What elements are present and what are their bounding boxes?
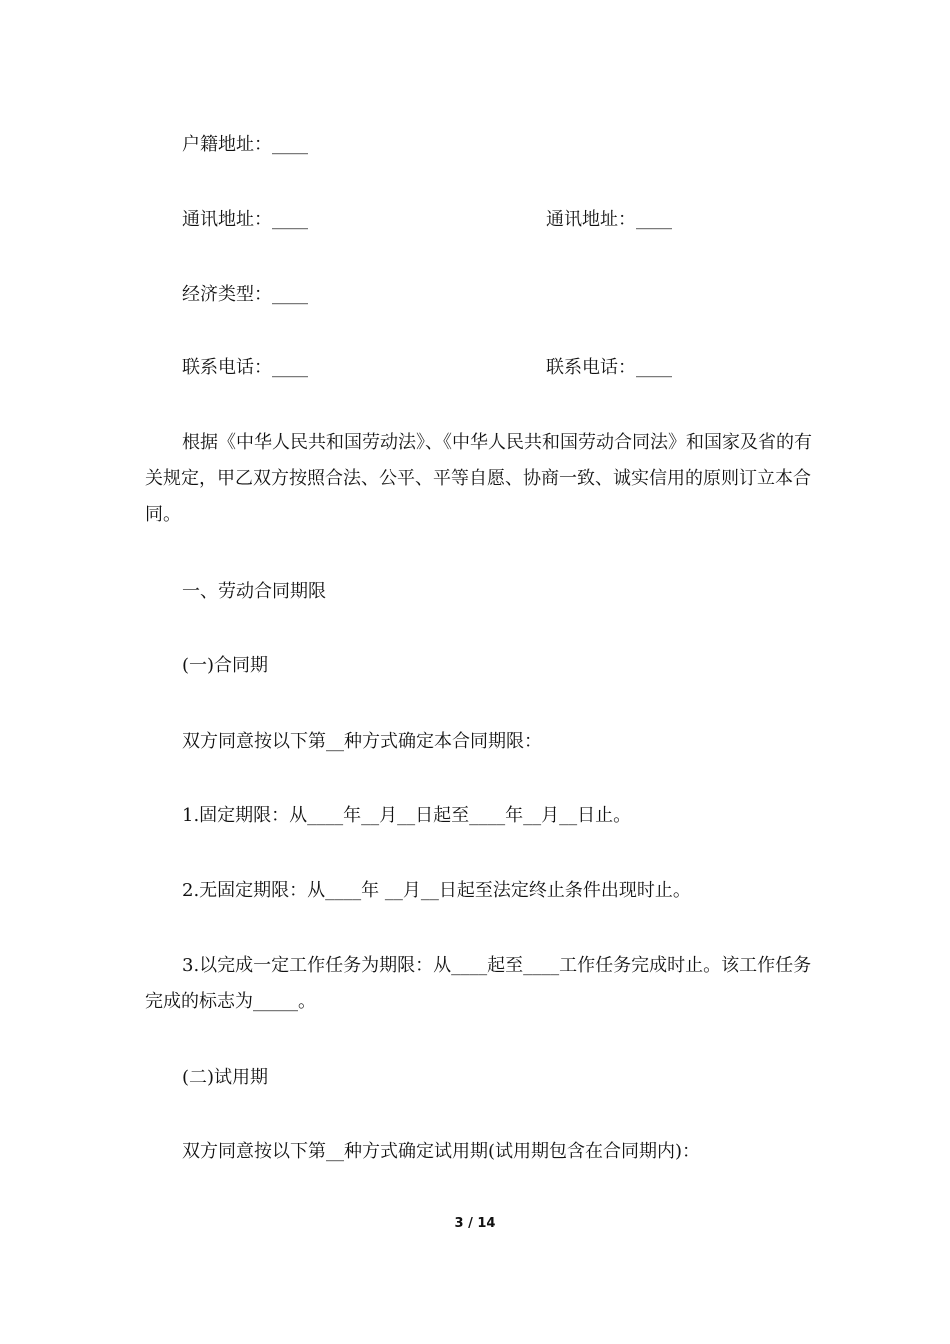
option-task-based-term: 3.以完成一定工作任务为期限：从____起至____工作任务完成时止。该工作任务完成的标志为_____。 [145,955,812,1012]
probation-instruction: 双方同意按以下第__种方式确定试用期(试用期包含在合同期内)： [182,1141,701,1162]
section-1-heading: 一、劳动合同期限 [182,581,326,602]
intro-paragraph: 根据《中华人民共和国劳动法》、《中华人民共和国劳动合同法》和国家及省的有关规定，甲乙双方按照合法、公平、平等自愿、协商一致、诚实信用的原则订立本合同。 [145,432,812,525]
option-fixed-term: 1.固定期限：从____年__月__日起至____年__月__日止。 [182,805,632,826]
phone-field-party-b: 联系电话：____ [546,357,672,378]
option-open-ended-term: 2.无固定期限：从____年 __月__日起至法定终止条件出现时止。 [182,880,691,901]
contact-address-field-party-a: 通讯地址：____ [182,209,308,230]
huji-address-field: 户籍地址：____ [182,134,308,155]
phone-field-party-a: 联系电话：____ [182,357,308,378]
subsection-probation-heading: (二)试用期 [182,1067,269,1088]
economic-type-field: 经济类型：____ [182,284,308,305]
contact-address-field-party-b: 通讯地址：____ [546,209,672,230]
page-number: 3 / 14 [454,1216,496,1231]
subsection-contract-period-heading: (一)合同期 [182,655,269,676]
contract-period-instruction: 双方同意按以下第__种方式确定本合同期限： [182,731,542,752]
